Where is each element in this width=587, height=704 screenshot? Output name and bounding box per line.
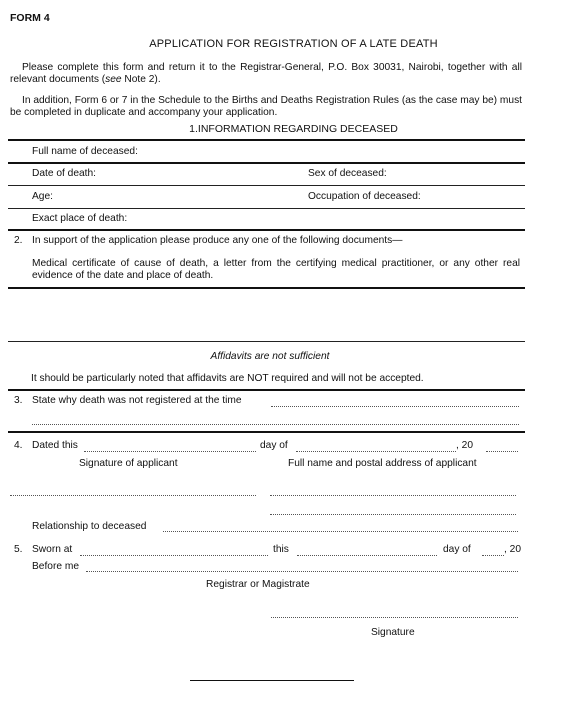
section-1-title: 1.INFORMATION REGARDING DECEASED (189, 123, 398, 135)
section-5-number: 5. (14, 544, 23, 555)
full-name-address-label: Full name and postal address of applicant (288, 458, 477, 469)
intro-text-see: see (105, 73, 122, 85)
date-of-death-label: Date of death: (32, 168, 97, 179)
relationship-label: Relationship to deceased (32, 521, 147, 532)
registrar-label: Registrar or Magistrate (206, 579, 310, 590)
divider (8, 208, 525, 209)
sworn-at-label: Sworn at (32, 544, 73, 555)
year-field[interactable] (486, 451, 518, 452)
section-3-text: State why death was not registered at the time (32, 395, 242, 406)
divider (8, 341, 525, 342)
sworn-day-field[interactable] (297, 555, 437, 556)
section-3-number: 3. (14, 395, 23, 406)
divider (8, 229, 525, 231)
section-4-number: 4. (14, 440, 23, 451)
day-of-label: day of (260, 440, 288, 451)
dated-this-label: Dated this (32, 440, 78, 451)
intro-text-2: In addition, Form 6 or 7 in the Schedule to the Births and Deaths Registration Rules (as the case may be) must be completed in duplicate and accompany your application. (10, 95, 522, 118)
before-me-label: Before me (32, 561, 79, 572)
month-field[interactable] (296, 451, 456, 452)
intro-paragraph-1 (10, 62, 522, 85)
footer-rule (190, 680, 354, 681)
section-2-documents: Medical certificate of cause of death, a letter from the certifying medical practitioner, or any other real evidence of the date and place of death. (32, 258, 520, 281)
occupation-label: Occupation of deceased: (308, 191, 421, 202)
section-2-number: 2. (14, 235, 23, 246)
place-of-death-label: Exact place of death: (32, 213, 128, 224)
divider (8, 287, 525, 289)
age-label: Age: (32, 191, 53, 202)
affidavit-note: Affidavits are not sufficient (210, 351, 330, 362)
sworn-month-field[interactable] (482, 555, 504, 556)
applicant-signature-field[interactable] (10, 495, 256, 496)
sex-label: Sex of deceased: (308, 168, 387, 179)
sworn-year-label: , 20 (504, 544, 521, 555)
before-me-field[interactable] (86, 571, 518, 572)
divider (8, 431, 525, 433)
reason-field[interactable] (271, 406, 519, 407)
dated-field[interactable] (84, 451, 256, 452)
form-title: APPLICATION FOR REGISTRATION OF A LATE DEATH (149, 38, 438, 50)
sworn-place-field[interactable] (80, 555, 268, 556)
divider (8, 389, 525, 391)
relationship-field[interactable] (163, 531, 518, 532)
reason-field-line-2[interactable] (32, 424, 519, 425)
applicant-name-field[interactable] (270, 495, 516, 496)
signature-applicant-label: Signature of applicant (79, 458, 178, 469)
form-number: FORM 4 (10, 12, 50, 24)
section-2-text: In support of the application please produce any one of the following documents— (32, 235, 403, 246)
divider (8, 185, 525, 186)
affidavit-warning: It should be particularly noted that affidavits are NOT required and will not be accepted. (31, 373, 424, 384)
intro-paragraph-2 (10, 95, 522, 118)
year-prefix: , 20 (456, 440, 473, 451)
sworn-day-of-label: day of (443, 544, 471, 555)
divider (8, 162, 525, 164)
intro-text-b: Note 2). (121, 73, 161, 85)
divider (8, 139, 525, 141)
signature-label: Signature (371, 627, 415, 638)
full-name-label: Full name of deceased: (32, 146, 138, 157)
registrar-signature-field[interactable] (271, 617, 518, 618)
applicant-address-field[interactable] (270, 514, 516, 515)
intro-text-a: Please complete this form and return it to the Registrar-General, P.O. Box 30031, Nairobi, together with all relevant documents ( (10, 62, 522, 85)
this-label: this (273, 544, 289, 555)
